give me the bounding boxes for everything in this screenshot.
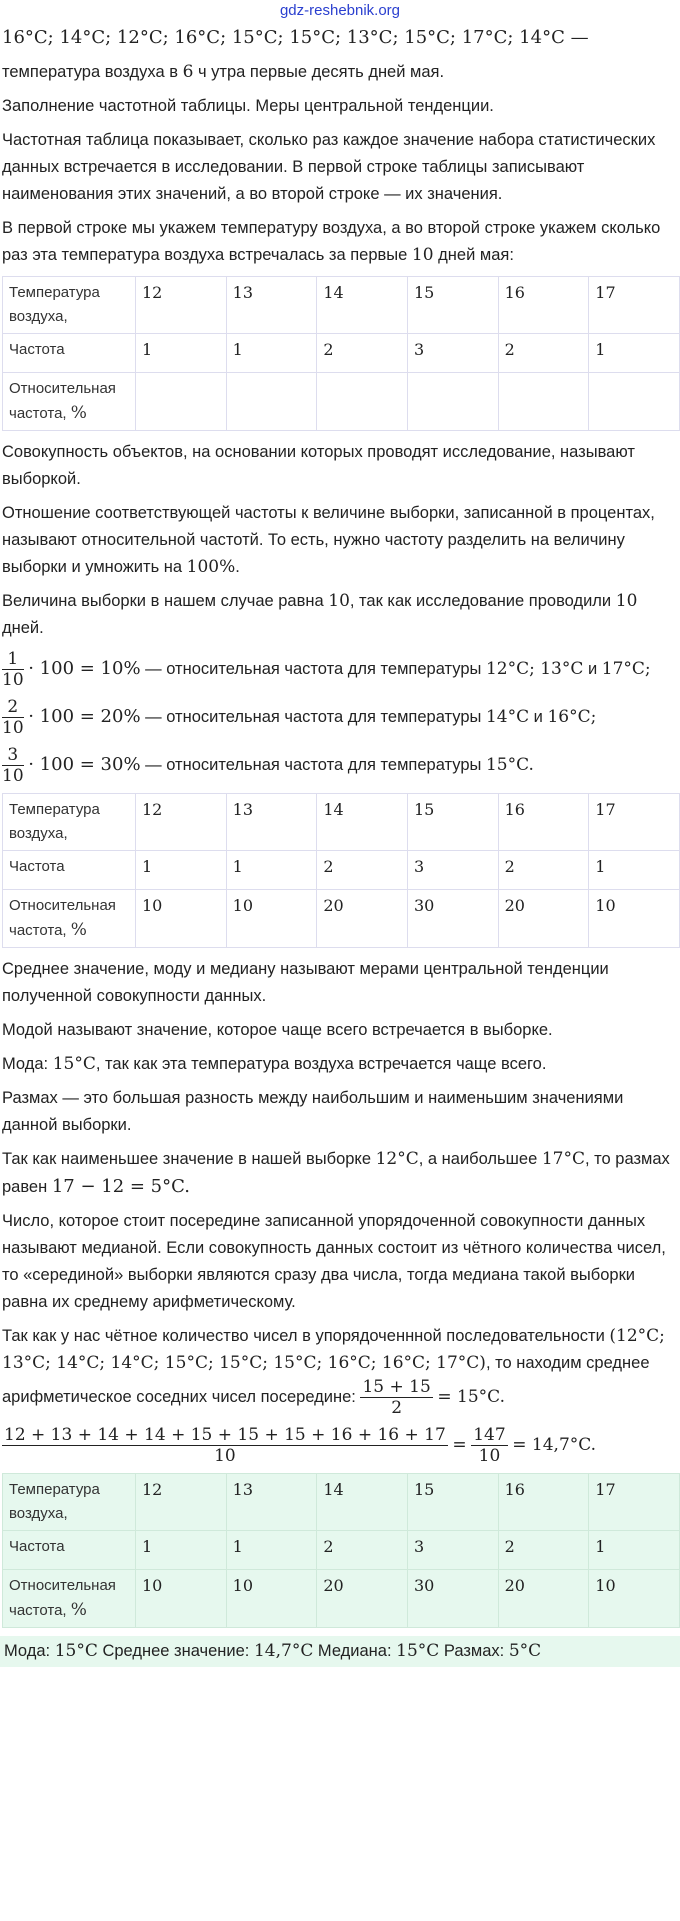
table-cell: 14: [317, 794, 408, 851]
table-cell: 2: [498, 1531, 589, 1570]
frequency-table-final: [2, 1473, 680, 1628]
table-cell: 3: [407, 334, 498, 373]
paragraph-median-definition: Число, которое стоит посередине записанной упорядоченной совокупности данных называют медианой. Если совокупность данных состоит из чётного количества чисел, то «серединой» выборки являются сразу два числа, тогда медиана такой выборки равна их среднему арифметическому.: [2, 1212, 666, 1311]
table-cell: 1: [589, 1531, 680, 1570]
table-cell: 17: [589, 1474, 680, 1531]
table-cell: 1: [226, 334, 317, 373]
table-cell: 2: [317, 851, 408, 890]
row-header: Температура воздуха,: [3, 794, 136, 851]
table-cell: 1: [226, 1531, 317, 1570]
table-cell: 1: [136, 1531, 227, 1570]
table-cell: 13: [226, 277, 317, 334]
table-cell: [407, 373, 498, 431]
paragraph-sample: Совокупность объектов, на основании которых проводят исследование, называют выборкой.: [2, 443, 635, 488]
table-cell: 13: [226, 1474, 317, 1531]
table-cell: 17: [589, 277, 680, 334]
table-cell: 1: [136, 851, 227, 890]
paragraph-median: Так как у нас чётное количество чисел в упорядоченнной последовательности (12°C; 13°C; 14°C; 14°C; 15°C; 15°C; 15°C; 16°C; 16°C; 17°C), то находим среднее арифметическое соседних чисел посередине: $\frac{15 + 15}{2}$ = 15°C.: [2, 1326, 665, 1418]
table-cell: 12: [136, 1474, 227, 1531]
table-row-rel: [3, 373, 680, 431]
table-cell: 3: [407, 1531, 498, 1570]
paragraph-range: Так как наименьшее значение в нашей выборке 12°C, а наибольшее 17°C, то размах равен 17 − 12 = 5°C.: [2, 1149, 670, 1197]
table-cell: 20: [498, 890, 589, 948]
site-watermark-header[interactable]: gdz-reshebnik.org: [279, 2, 401, 19]
table-cell: 30: [407, 1570, 498, 1628]
table-cell: 1: [589, 851, 680, 890]
table-cell: [226, 373, 317, 431]
table-cell: 14: [317, 1474, 408, 1531]
table-cell: 1: [589, 334, 680, 373]
table-row-temp: [3, 794, 680, 851]
table-cell: 16: [498, 1474, 589, 1531]
table-cell: 1: [136, 334, 227, 373]
formulas: [2, 649, 676, 786]
table-cell: 20: [498, 1570, 589, 1628]
row-header: Относительная частота, %: [3, 1570, 136, 1628]
paragraph-central-tendency: Среднее значение, моду и медиану называют мерами центральной тенденции полученной совокупности данных.: [2, 960, 609, 1005]
table-cell: [589, 373, 680, 431]
table-cell: 15: [407, 277, 498, 334]
table-cell: 15: [407, 1474, 498, 1531]
relative-frequency-formula: $\frac{1}{10}$ · 100 = 10% — относительная частота для температуры 12°C; 13°C и 17°C;: [2, 649, 651, 690]
table-cell: 10: [589, 1570, 680, 1628]
table-cell: 3: [407, 851, 498, 890]
table-cell: 14: [317, 277, 408, 334]
paragraph-mode-definition: Модой называют значение, которое чаще всего встречается в выборке.: [2, 1021, 553, 1039]
table-cell: 2: [498, 334, 589, 373]
frequency-table-2: [2, 793, 680, 948]
table-cell: 17: [589, 794, 680, 851]
relative-frequency-formula: $\frac{3}{10}$ · 100 = 30% — относительная частота для температуры 15°C.: [2, 745, 534, 786]
table-cell: [317, 373, 408, 431]
paragraph-table-intro: В первой строке мы укажем температуру воздуха, а во второй строке укажем сколько раз эта температура воздуха встречалась за первые 10 дней мая:: [2, 219, 661, 265]
table-cell: 2: [317, 1531, 408, 1570]
paragraph-relative-frequency: Отношение соответствующей частоты к величине выборки, записанной в процентах, называют относительной частотй. То есть, нужно частоту разделить на величину выборки и умножить на 100%.: [2, 504, 655, 577]
table-cell: 15: [407, 794, 498, 851]
paragraph-mode: Мода: 15°C, так как эта температура воздуха встречается чаще всего.: [2, 1054, 547, 1074]
row-header: Частота: [3, 851, 136, 890]
mean-result-fraction: $\frac{147}{10}$: [473, 1425, 506, 1466]
table-row-temp: [3, 277, 680, 334]
paragraph-frequency-table: Частотная таблица показывает, сколько раз каждое значение набора статистических данных встречается в исследовании. В первой строке таблицы записывают наименования этих значений, а во второй строке — их значения.: [2, 131, 656, 203]
mean-formula: $\frac{12 + 13 + 14 + 14 + 15 + 15 + 15 + 16 + 16 + 17}{10}$ = $\frac{147}{10}$ = 14,7°C.: [4, 1425, 597, 1466]
table-row-freq: [3, 851, 680, 890]
table-cell: 10: [226, 1570, 317, 1628]
table-cell: 16: [498, 794, 589, 851]
summary-line: Мода: 15°C Среднее значение: 14,7°C Медиана: 15°C Размах: 5°C: [0, 1636, 680, 1667]
table-cell: 30: [407, 890, 498, 948]
row-header: Относительная частота, %: [3, 890, 136, 948]
row-header: Температура воздуха,: [3, 1474, 136, 1531]
relative-frequency-formula: $\frac{2}{10}$ · 100 = 20% — относительная частота для температуры 14°C и 16°C;: [2, 697, 597, 738]
table-row-rel: [3, 1570, 680, 1628]
table-cell: 20: [317, 1570, 408, 1628]
median-fraction: $\frac{15 + 15}{2}$: [362, 1377, 431, 1418]
frequency-table-1: [2, 276, 680, 431]
table-cell: 1: [226, 851, 317, 890]
table-cell: 13: [226, 794, 317, 851]
mean-fraction: $\frac{12 + 13 + 14 + 14 + 15 + 15 + 15 + 16 + 16 + 17}{10}$: [4, 1425, 446, 1466]
table-cell: 2: [498, 851, 589, 890]
table-cell: 20: [317, 890, 408, 948]
paragraph-sample-size: Величина выборки в нашем случае равна 10, так как исследование проводили 10 дней.: [2, 591, 638, 637]
table-cell: 10: [136, 1570, 227, 1628]
data-caption: температура воздуха в 6 ч утра первые десять дней мая.: [2, 62, 445, 82]
table-cell: 12: [136, 794, 227, 851]
data-line: 16°C; 14°C; 12°C; 16°C; 15°C; 15°C; 13°C; 15°C; 17°C; 14°C —: [2, 27, 589, 48]
table-cell: [136, 373, 227, 431]
row-header: Температура воздуха,: [3, 277, 136, 334]
table-row-freq: [3, 334, 680, 373]
section-heading: Заполнение частотной таблицы. Меры центральной тенденции.: [2, 97, 494, 115]
table-cell: 16: [498, 277, 589, 334]
row-header: Частота: [3, 1531, 136, 1570]
paragraph-range-definition: Размах — это большая разность между наибольшим и наименьшим значениями данной выборки.: [2, 1089, 624, 1134]
table-cell: [498, 373, 589, 431]
row-header: Частота: [3, 334, 136, 373]
table-row-rel: [3, 890, 680, 948]
table-cell: 2: [317, 334, 408, 373]
table-cell: 10: [226, 890, 317, 948]
row-header: Относительная частота, %: [3, 373, 136, 431]
table-cell: 10: [589, 890, 680, 948]
table-cell: 10: [136, 890, 227, 948]
table-cell: 12: [136, 277, 227, 334]
table-row-freq: [3, 1531, 680, 1570]
table-row-temp: [3, 1474, 680, 1531]
